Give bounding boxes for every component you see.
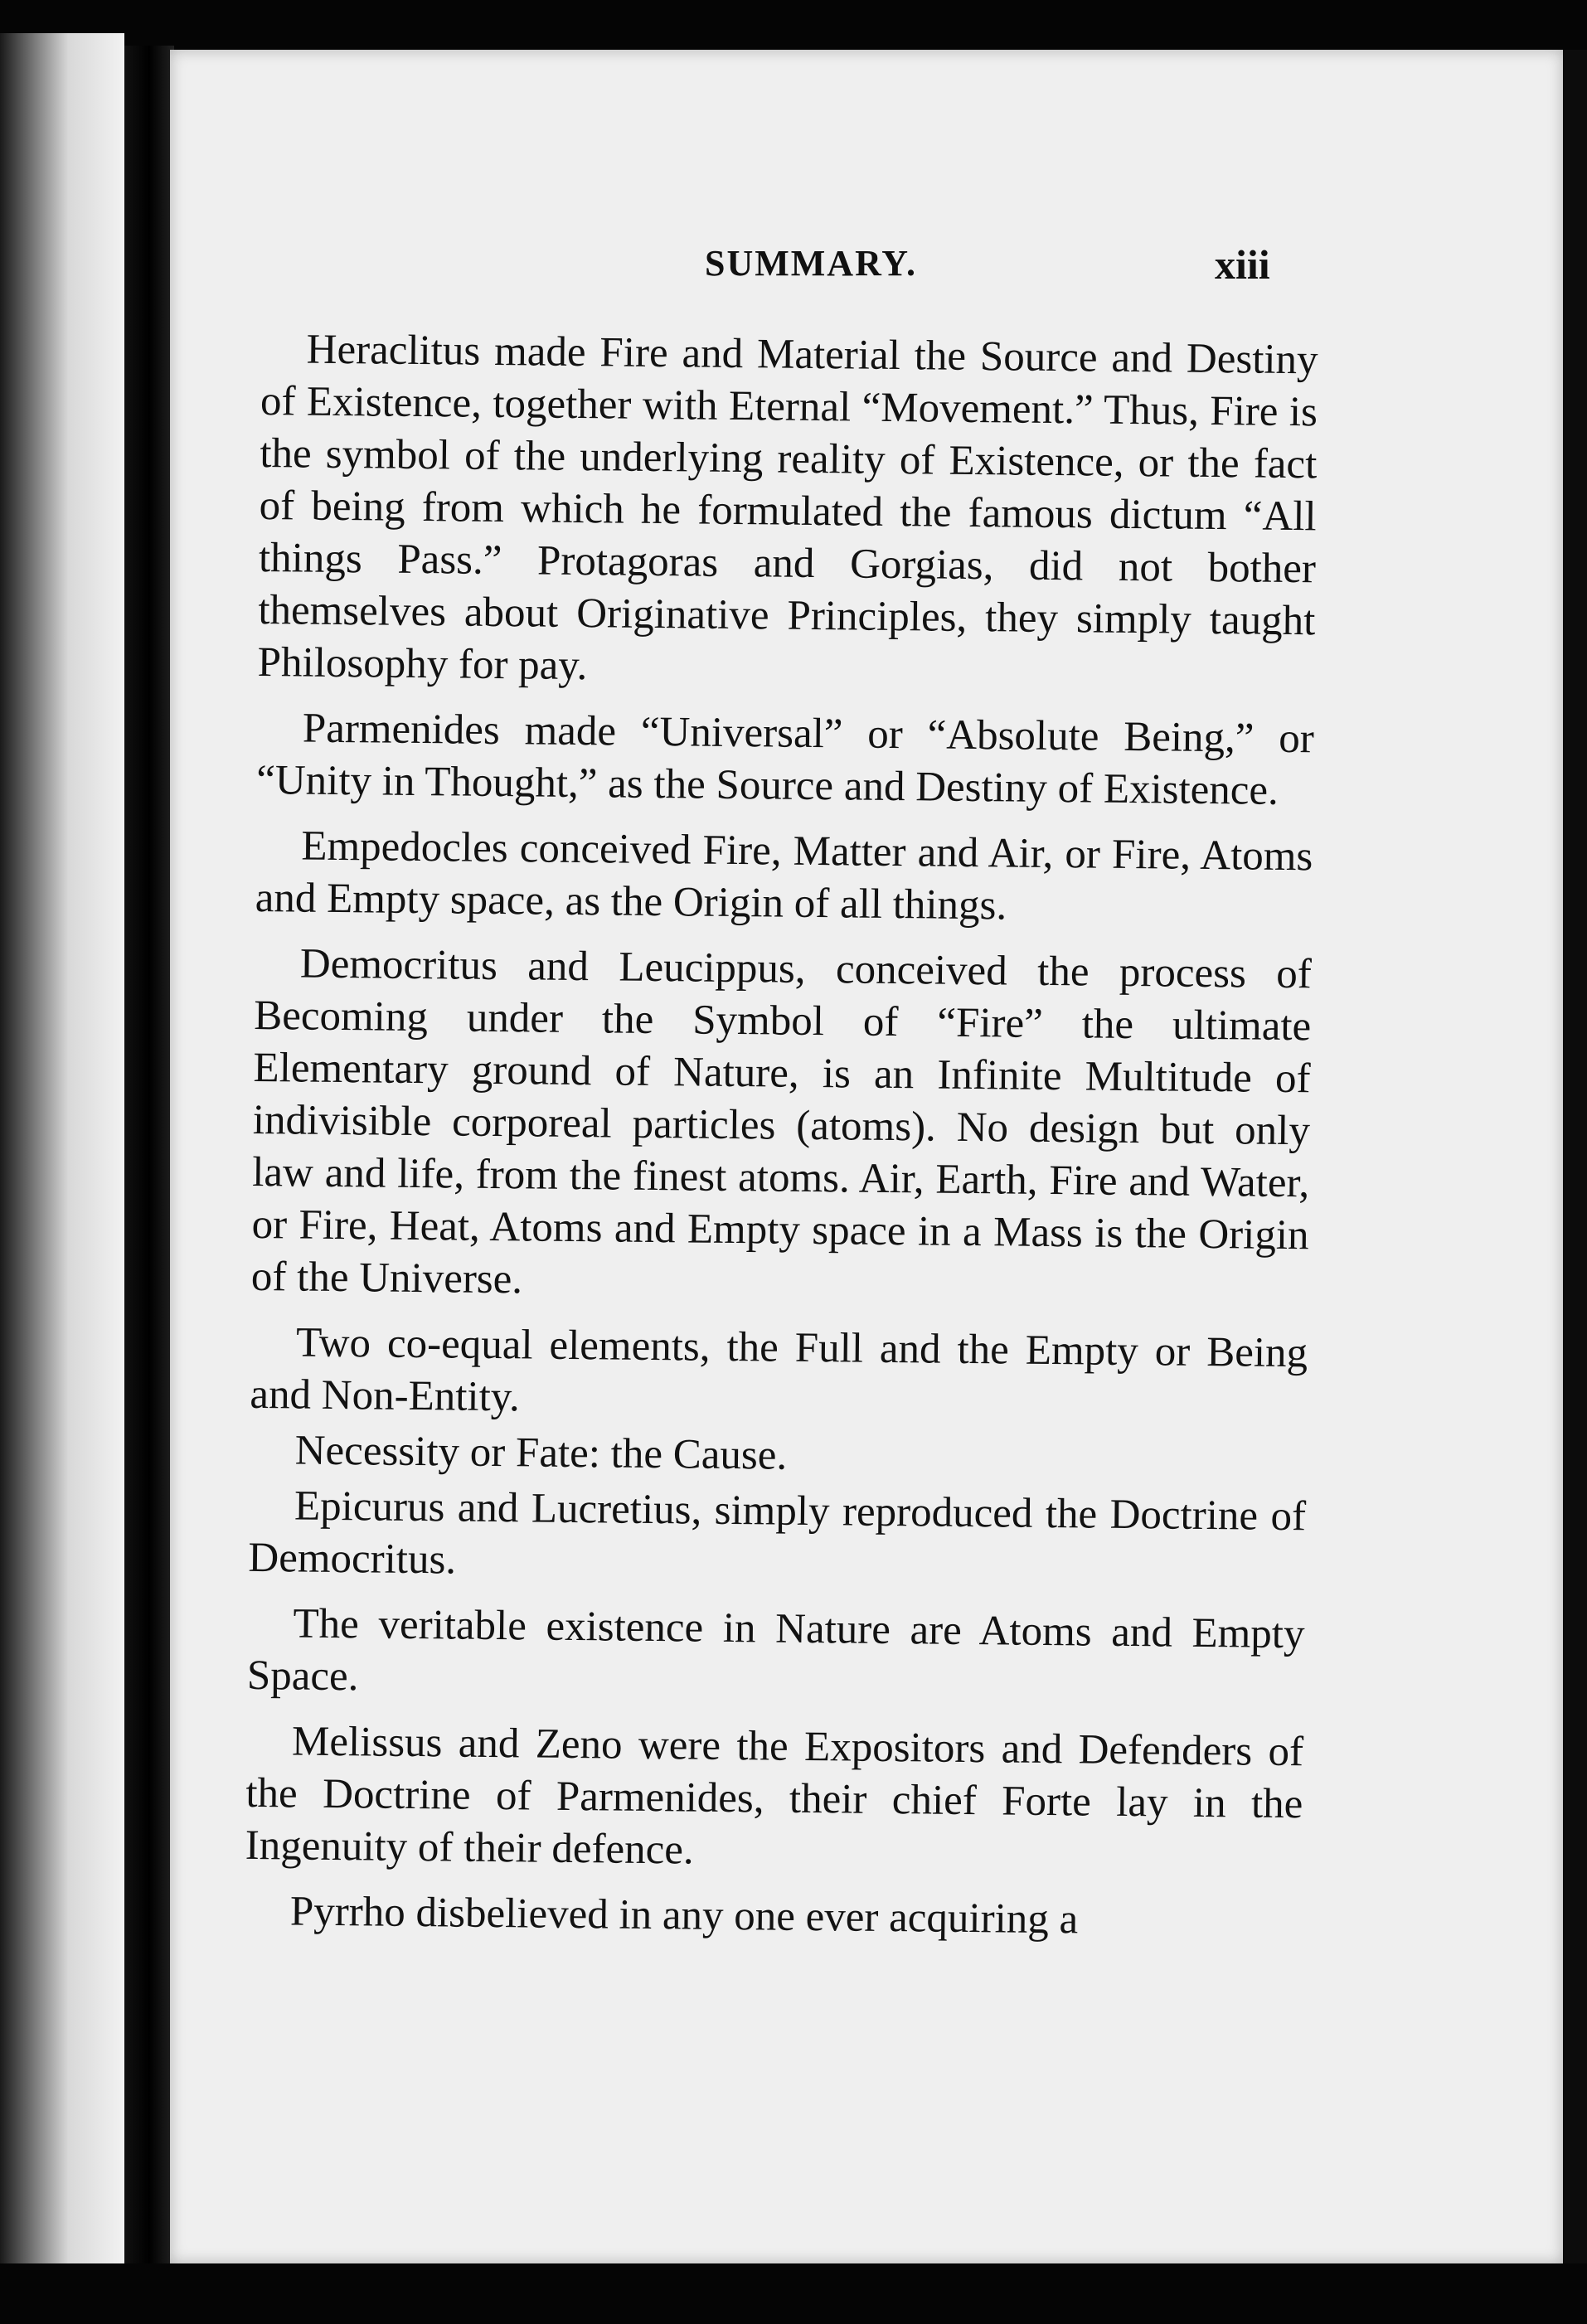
book-spine-shadow — [124, 46, 174, 2268]
paragraph-necessity: Necessity or Fate: the Cause. — [294, 1427, 788, 1479]
scan-border-top — [0, 0, 1587, 50]
paragraph-empedocles: Empedocles conceived Fire, Matter and Air, or Fire, Atoms and Empty space, as the Origin of all things. — [255, 822, 1313, 929]
running-head: SUMMARY. — [705, 243, 918, 284]
scan-border-right — [1563, 50, 1587, 2288]
paragraph-melissus-zeno: Melissus and Zeno were the Expositors and Defenders of the Doctrine of Parmenides, their chief Forte lay in the Ingenuity of their defence. — [245, 1718, 1304, 1874]
page-number: xiii — [1215, 241, 1270, 288]
paragraph-democritus: Democritus and Leucippus, conceived the process of Becoming under the Symbol of “Fire” the ultimate Elementary ground of Nature, is an Infinite Multitude of indivisible corporeal particles (atoms). No design but only law and life, from the finest atoms. Air, Earth, Fire and Water, or Fire, Heat, Atoms and Empty space in a Mass is the Origin of the Universe. — [250, 940, 1313, 1303]
paragraph-parmenides: Parmenides made “Universal” or “Absolute Being,” or “Unity in Thought,” as the Source and Destiny of Existence. — [255, 705, 1315, 814]
scan-border-bottom — [0, 2263, 1587, 2324]
paragraph-epicurus: Epicurus and Lucretius, simply reproduced the Doctrine of Democritus. — [248, 1482, 1307, 1584]
paragraph-pyrrho: Pyrrho disbelieved in any one ever acquiring a — [289, 1888, 1079, 1943]
paragraph-atoms-space: The veritable existence in Nature are Atoms and Empty Space. — [246, 1600, 1305, 1701]
paragraph-two-elements: Two co-equal elements, the Full and the Empty or Being and Non-Entity. — [250, 1319, 1308, 1421]
paragraph-heraclitus: Heraclitus made Fire and Material the Source and Destiny of Existence, together with Eternal “Movement.” Thus, Fire is the symbol of the underlying reality of Existence, or the fact of being from which he formulated the famous dictum “All things Pass.” Protagoras and Gorgias, did not bother themselves about Originative Principles, they simply taught Philosophy for pay. — [257, 326, 1318, 690]
body-text — [244, 323, 1318, 1962]
page-header — [274, 242, 1310, 292]
facing-page-edge — [0, 33, 124, 2272]
